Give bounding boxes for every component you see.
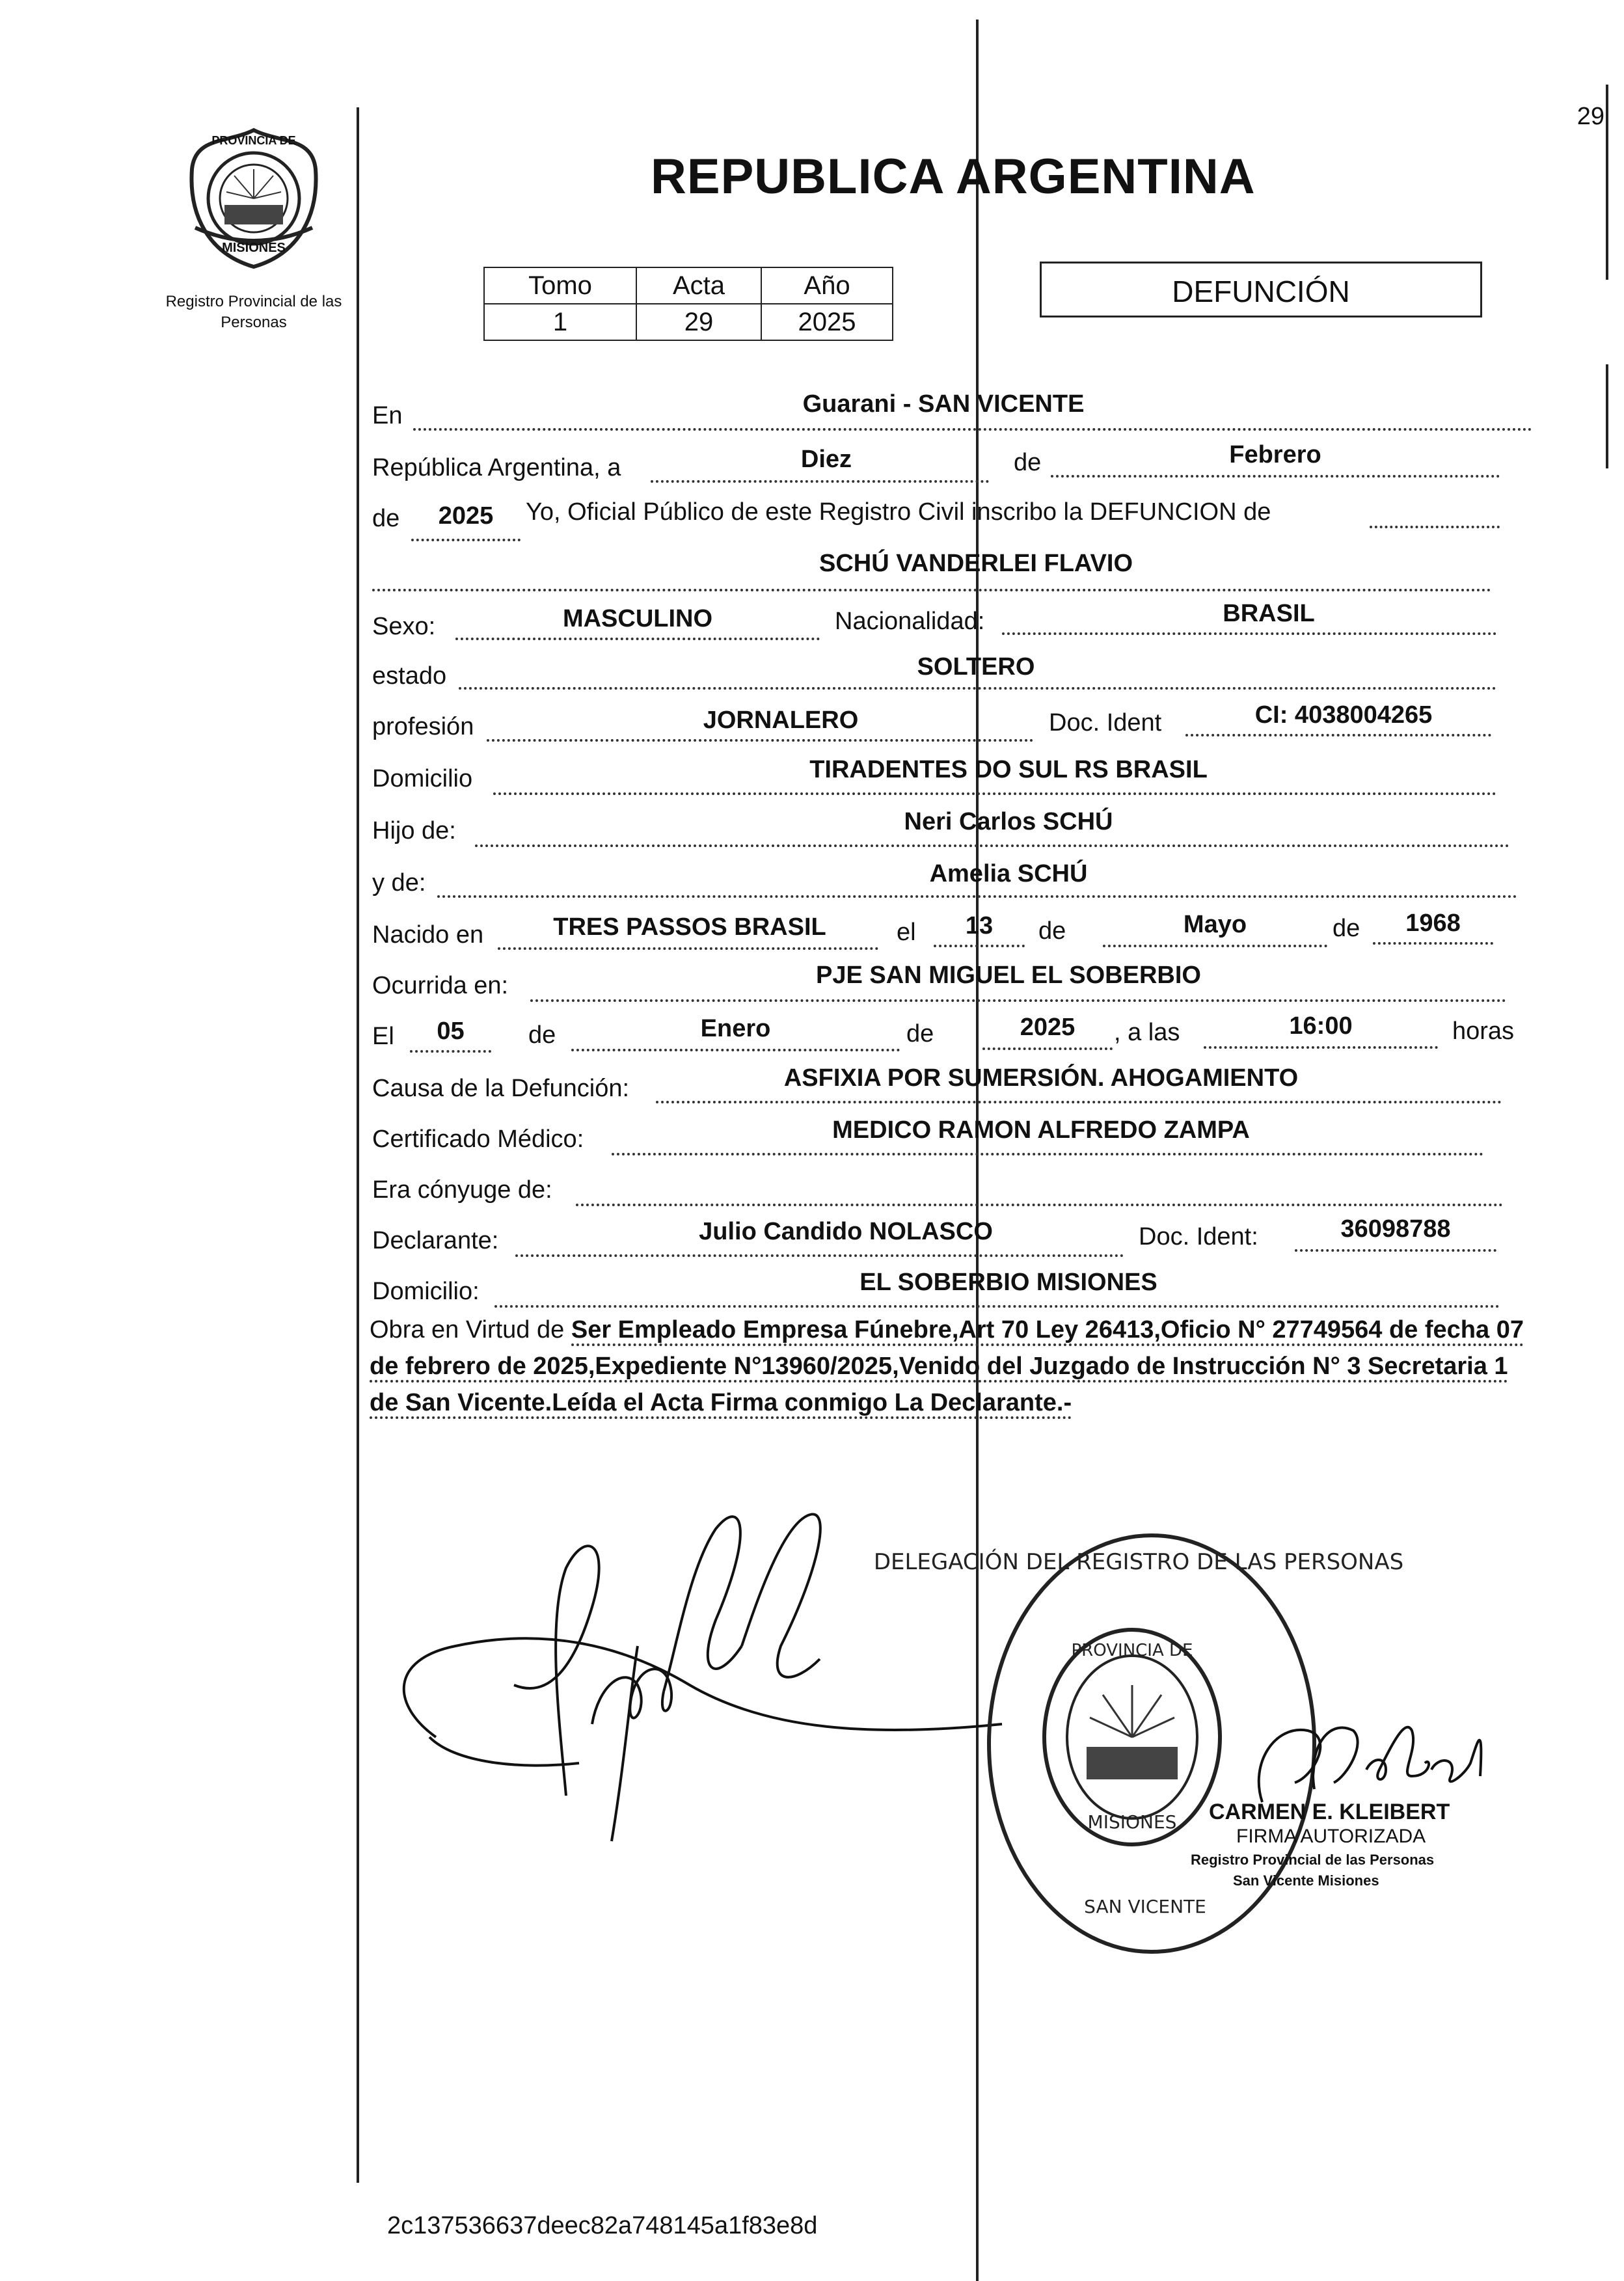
line-en bbox=[413, 428, 1532, 431]
label-en: En bbox=[372, 402, 403, 429]
line-def-mes bbox=[571, 1049, 900, 1051]
label-de-4: de bbox=[528, 1021, 556, 1049]
value-def-hora: 16:00 bbox=[1289, 1012, 1353, 1040]
obra-paragraph bbox=[370, 1312, 1534, 1421]
header-anio: Año bbox=[761, 267, 893, 304]
label-de: de bbox=[1014, 449, 1042, 476]
line-def-anio bbox=[982, 1047, 1113, 1050]
label-de-2: de bbox=[1038, 917, 1066, 945]
label-hijo-de: Hijo de: bbox=[372, 817, 456, 844]
record-table bbox=[483, 267, 893, 341]
value-certificado: MEDICO RAMON ALFREDO ZAMPA bbox=[832, 1116, 1250, 1144]
label-conyuge: Era cónyuge de: bbox=[372, 1176, 552, 1204]
signer-location: San Vicente Misiones bbox=[1233, 1872, 1379, 1889]
line-nacido-en bbox=[498, 947, 878, 950]
value-acta: 29 bbox=[636, 304, 761, 340]
label-el-2: El bbox=[372, 1023, 394, 1050]
label-causa: Causa de la Defunción: bbox=[372, 1075, 630, 1102]
value-estado: SOLTERO bbox=[917, 653, 1035, 681]
line-domicilio-declarante bbox=[494, 1305, 1500, 1308]
stamp-inner-top: PROVINCIA DE bbox=[1071, 1641, 1193, 1660]
seal-text-bottom: MISIONES bbox=[222, 241, 286, 255]
line-domicilio bbox=[493, 792, 1496, 795]
line-nac-mes bbox=[1103, 945, 1327, 947]
value-sexo: MASCULINO bbox=[562, 605, 713, 632]
value-dia: Diez bbox=[800, 446, 852, 473]
line-yo bbox=[1370, 526, 1500, 528]
label-declarante: Declarante: bbox=[372, 1227, 499, 1254]
value-nac-mes: Mayo bbox=[1183, 911, 1247, 938]
seal-text-top: PROVINCIA DE bbox=[211, 134, 296, 147]
label-a-las: , a las bbox=[1114, 1019, 1180, 1046]
line-declarante bbox=[515, 1254, 1124, 1257]
value-doc-ident: CI: 4038004265 bbox=[1254, 701, 1433, 729]
line-sexo bbox=[455, 638, 820, 640]
line-nombre bbox=[372, 589, 1491, 591]
right-edge-line-2 bbox=[1606, 364, 1608, 468]
value-lugar: Guarani - SAN VICENTE bbox=[802, 390, 1085, 418]
label-de-3: de bbox=[1333, 915, 1360, 942]
label-obra: Obra en Virtud de bbox=[370, 1316, 565, 1343]
registry-name: Registro Provincial de las Personas bbox=[165, 293, 342, 331]
label-estado: estado bbox=[372, 662, 447, 690]
label-doc-ident-2: Doc. Ident: bbox=[1139, 1223, 1258, 1250]
declarante-signature-icon bbox=[351, 1490, 1067, 1854]
label-de-year: de bbox=[372, 505, 400, 532]
left-margin-rule bbox=[357, 107, 359, 2183]
label-doc-ident: Doc. Ident bbox=[1049, 709, 1162, 736]
line-def-dia bbox=[410, 1050, 491, 1053]
label-el: el bbox=[897, 919, 916, 946]
value-tomo: 1 bbox=[484, 304, 636, 340]
label-certificado: Certificado Médico: bbox=[372, 1126, 584, 1153]
record-type-box: DEFUNCIÓN bbox=[1040, 262, 1482, 317]
record-table-value-row bbox=[484, 304, 893, 340]
value-hijo-de: Neri Carlos SCHÚ bbox=[904, 808, 1113, 835]
label-profesion: profesión bbox=[372, 713, 474, 740]
value-anio: 2025 bbox=[761, 304, 893, 340]
label-republica: República Argentina, a bbox=[372, 454, 621, 481]
value-nac-dia: 13 bbox=[965, 912, 994, 939]
value-domicilio: TIRADENTES DO SUL RS BRASIL bbox=[809, 756, 1208, 783]
line-doc-ident bbox=[1185, 734, 1491, 736]
line-causa bbox=[656, 1101, 1502, 1103]
line-mes bbox=[1051, 475, 1500, 478]
signer-role: FIRMA AUTORIZADA bbox=[1236, 1826, 1426, 1847]
label-nacionalidad: Nacionalidad: bbox=[835, 608, 985, 635]
value-declarante-doc: 36098788 bbox=[1340, 1215, 1451, 1243]
line-certificado bbox=[612, 1153, 1483, 1155]
label-domicilio: Domicilio bbox=[372, 765, 473, 792]
label-ocurrida-en: Ocurrida en: bbox=[372, 972, 509, 999]
value-def-anio: 2025 bbox=[1020, 1014, 1076, 1041]
page-title: REPUBLICA ARGENTINA bbox=[651, 149, 1256, 204]
value-nombre: SCHÚ VANDERLEI FLAVIO bbox=[819, 550, 1133, 577]
value-y-de: Amelia SCHÚ bbox=[929, 860, 1088, 887]
label-de-5: de bbox=[906, 1020, 934, 1047]
value-ocurrida-en: PJE SAN MIGUEL EL SOBERBIO bbox=[816, 962, 1201, 989]
value-nac-anio: 1968 bbox=[1405, 910, 1461, 937]
value-nacido-en: TRES PASSOS BRASIL bbox=[553, 913, 826, 941]
label-horas: horas bbox=[1452, 1018, 1515, 1045]
header-acta: Acta bbox=[636, 267, 761, 304]
label-y-de: y de: bbox=[372, 869, 426, 897]
signer-registry: Registro Provincial de las Personas bbox=[1191, 1852, 1435, 1868]
stamp-bottom-text: SAN VICENTE bbox=[1084, 1896, 1206, 1917]
right-edge-line bbox=[1606, 85, 1608, 280]
authorized-signature-icon bbox=[1236, 1705, 1509, 1815]
document-hash: 2c137536637deec82a748145a1f83e8d bbox=[387, 2212, 818, 2239]
label-yo: Yo, Oficial Público de este Registro Civil inscribo la DEFUNCION de bbox=[526, 498, 1271, 526]
line-anio bbox=[411, 539, 521, 541]
line-nac-dia bbox=[934, 945, 1025, 947]
value-profesion: JORNALERO bbox=[703, 707, 859, 734]
header-tomo: Tomo bbox=[484, 267, 636, 304]
line-y-de bbox=[437, 895, 1517, 898]
value-obra: Ser Empleado Empresa Fúnebre,Art 70 Ley 26413,Oficio N° 27749564 de fecha 07 de febrero de 2025,Expediente N°13960/2025,Venido del Juzgado de Instrucción N° 3 Secretaria 1 de San Vicente.Leída el Acta Firma conmigo La Declarante.- bbox=[370, 1316, 1524, 1419]
value-nacionalidad: BRASIL bbox=[1223, 600, 1315, 627]
line-nac-anio bbox=[1373, 942, 1493, 945]
line-dia bbox=[651, 480, 989, 483]
stamp-inner-bottom: MISIONES bbox=[1087, 1811, 1177, 1833]
stamp-ring-text: DELEGACIÓN DEL REGISTRO DE LAS PERSONAS bbox=[873, 1549, 1404, 1575]
line-def-hora bbox=[1204, 1046, 1438, 1049]
line-conyuge bbox=[576, 1204, 1503, 1206]
value-anio: 2025 bbox=[438, 502, 494, 530]
label-sexo: Sexo: bbox=[372, 613, 436, 640]
value-def-mes: Enero bbox=[700, 1015, 771, 1042]
line-profesion bbox=[487, 739, 1033, 742]
label-domicilio-2: Domicilio: bbox=[372, 1278, 480, 1305]
page-number: 29 bbox=[1577, 103, 1604, 130]
value-domicilio-declarante: EL SOBERBIO MISIONES bbox=[859, 1269, 1157, 1296]
line-ocurrida-en bbox=[530, 999, 1506, 1002]
value-declarante: Julio Candido NOLASCO bbox=[699, 1218, 993, 1245]
record-table-header-row bbox=[484, 267, 893, 304]
line-nacionalidad bbox=[1002, 632, 1496, 635]
line-estado bbox=[459, 687, 1496, 690]
value-mes: Febrero bbox=[1229, 441, 1321, 468]
label-nacido-en: Nacido en bbox=[372, 921, 484, 949]
value-def-dia: 05 bbox=[437, 1018, 465, 1045]
signer-name: CARMEN E. KLEIBERT bbox=[1209, 1800, 1450, 1824]
line-hijo-de bbox=[475, 844, 1509, 847]
line-declarante-doc bbox=[1295, 1249, 1496, 1252]
value-causa: ASFIXIA POR SUMERSIÓN. AHOGAMIENTO bbox=[783, 1064, 1299, 1092]
